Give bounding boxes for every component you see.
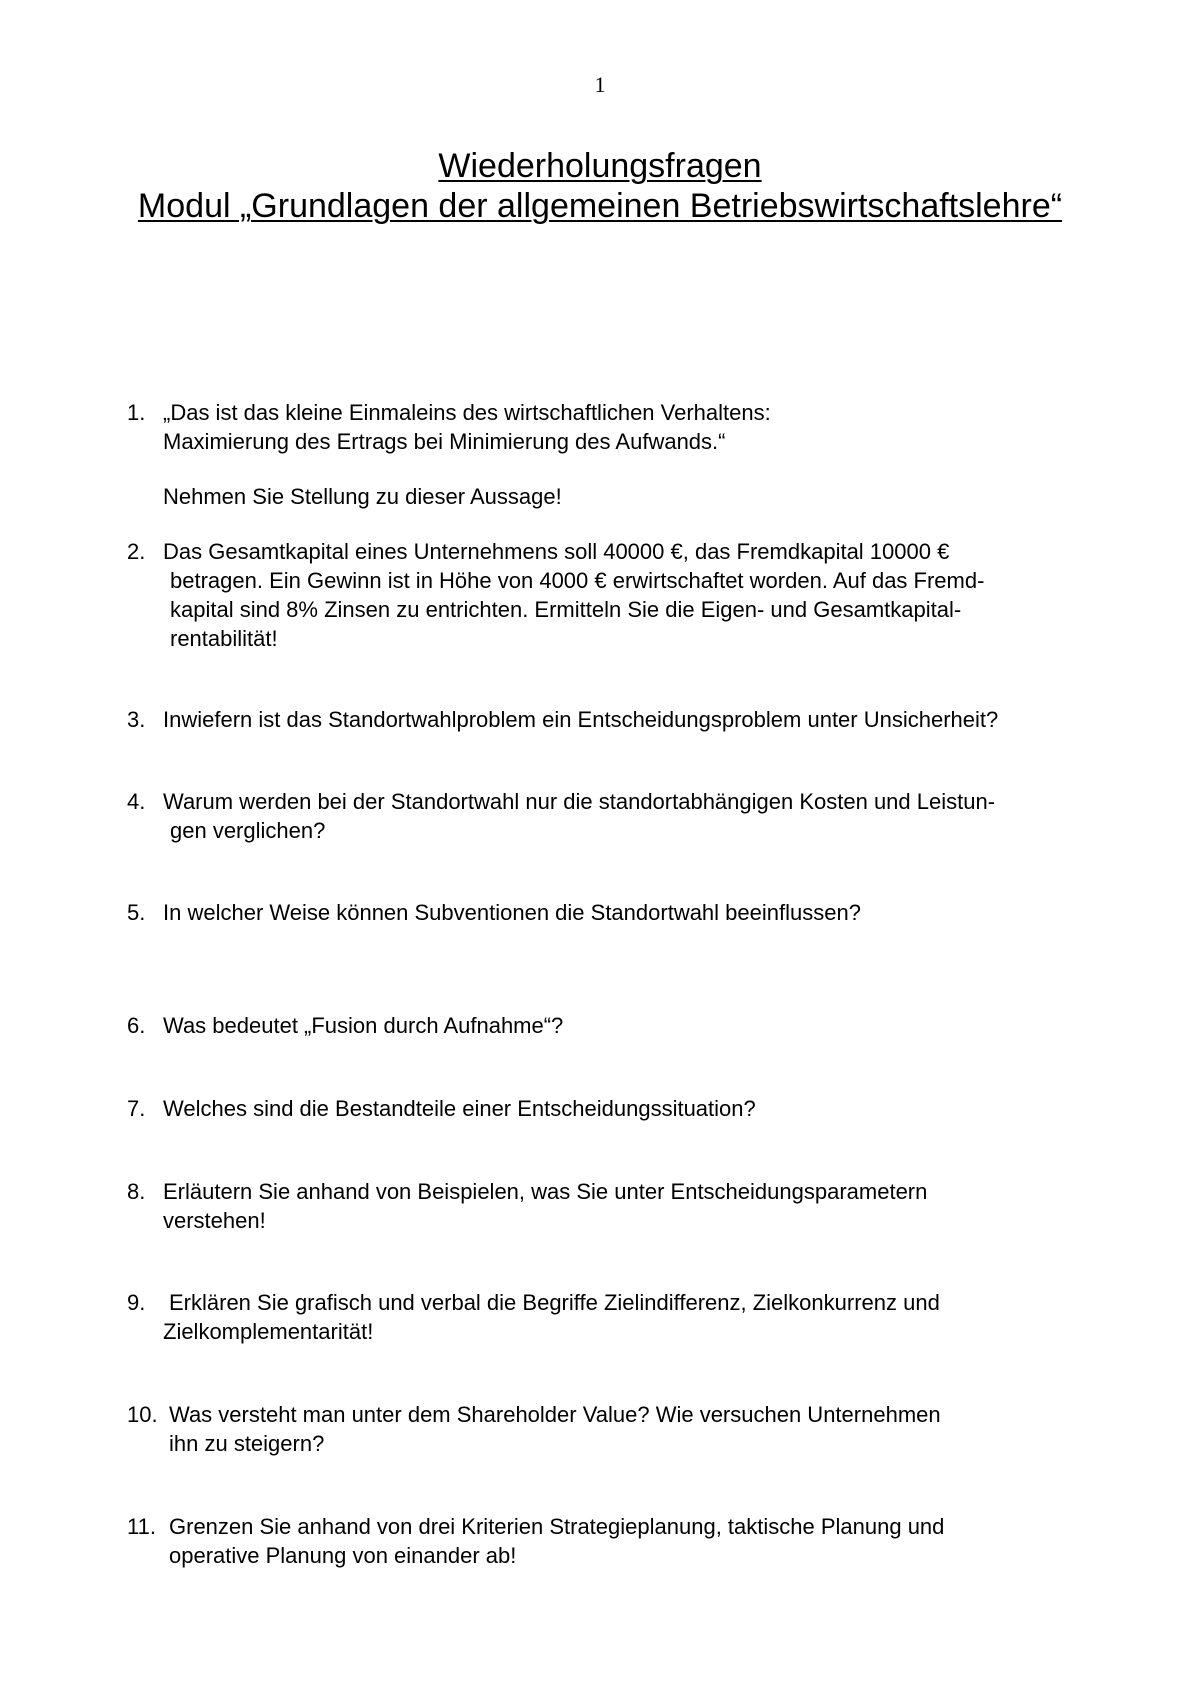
- question-text-line: Welches sind die Bestandteile einer Entscheidungssituation?: [163, 1096, 756, 1121]
- document-subtitle: Modul „Grundlagen der allgemeinen Betriebswirtschaftslehre“: [137, 187, 1063, 225]
- question-number: 3.: [127, 707, 146, 732]
- question-text-line: Grenzen Sie anhand von drei Kriterien Strategieplanung, taktische Planung und: [169, 1514, 945, 1539]
- question-number: 7.: [127, 1096, 146, 1121]
- question-text-line: Warum werden bei der Standortwahl nur die standortabhängigen Kosten und Leistun-: [163, 789, 996, 814]
- question-number: 1.: [127, 400, 146, 425]
- question-number: 2.: [127, 539, 146, 564]
- question-text-line: ihn zu steigern?: [169, 1431, 325, 1456]
- question-text-line: In welcher Weise können Subventionen die Standortwahl beeinflussen?: [163, 900, 861, 925]
- page-number: 1: [594, 72, 606, 97]
- question-text-line: operative Planung von einander ab!: [169, 1543, 517, 1568]
- question-text-line: Maximierung des Ertrags bei Minimierung des Aufwands.“: [163, 429, 726, 454]
- question-number: 11.: [127, 1514, 156, 1539]
- question-number: 10.: [127, 1402, 158, 1427]
- question-number: 6.: [127, 1013, 146, 1038]
- question-text-line: Was versteht man unter dem Shareholder Value? Wie versuchen Unternehmen: [169, 1402, 941, 1427]
- question-note: Nehmen Sie Stellung zu dieser Aussage!: [163, 484, 562, 509]
- question-text-line: betragen. Ein Gewinn ist in Höhe von 4000 € erwirtschaftet worden. Auf das Fremd-: [170, 568, 985, 593]
- question-text-line: Erläutern Sie anhand von Beispielen, was Sie unter Entscheidungsparametern: [163, 1179, 928, 1204]
- question-text-line: Erklären Sie grafisch und verbal die Begriffe Zielindifferenz, Zielkonkurrenz und: [169, 1290, 940, 1315]
- question-text-line: Inwiefern ist das Standortwahlproblem ein Entscheidungsproblem unter Unsicherheit?: [163, 707, 999, 732]
- question-text-line: verstehen!: [163, 1208, 266, 1233]
- document-title: Wiederholungsfragen: [438, 147, 762, 185]
- question-text-line: gen verglichen?: [170, 818, 326, 843]
- question-text-line: „Das ist das kleine Einmaleins des wirtschaftlichen Verhaltens:: [163, 400, 771, 425]
- question-text-line: Was bedeutet „Fusion durch Aufnahme“?: [163, 1013, 564, 1038]
- question-text-line: Das Gesamtkapital eines Unternehmens soll 40000 €, das Fremdkapital 10000 €: [163, 539, 950, 564]
- question-number: 9.: [127, 1290, 146, 1315]
- question-text-line: Zielkomplementarität!: [163, 1319, 374, 1344]
- question-text-line: rentabilität!: [170, 626, 278, 651]
- question-number: 4.: [127, 789, 146, 814]
- question-text-line: kapital sind 8% Zinsen zu entrichten. Ermitteln Sie die Eigen- und Gesamtkapital-: [170, 597, 962, 622]
- question-number: 5.: [127, 900, 146, 925]
- question-number: 8.: [127, 1179, 146, 1204]
